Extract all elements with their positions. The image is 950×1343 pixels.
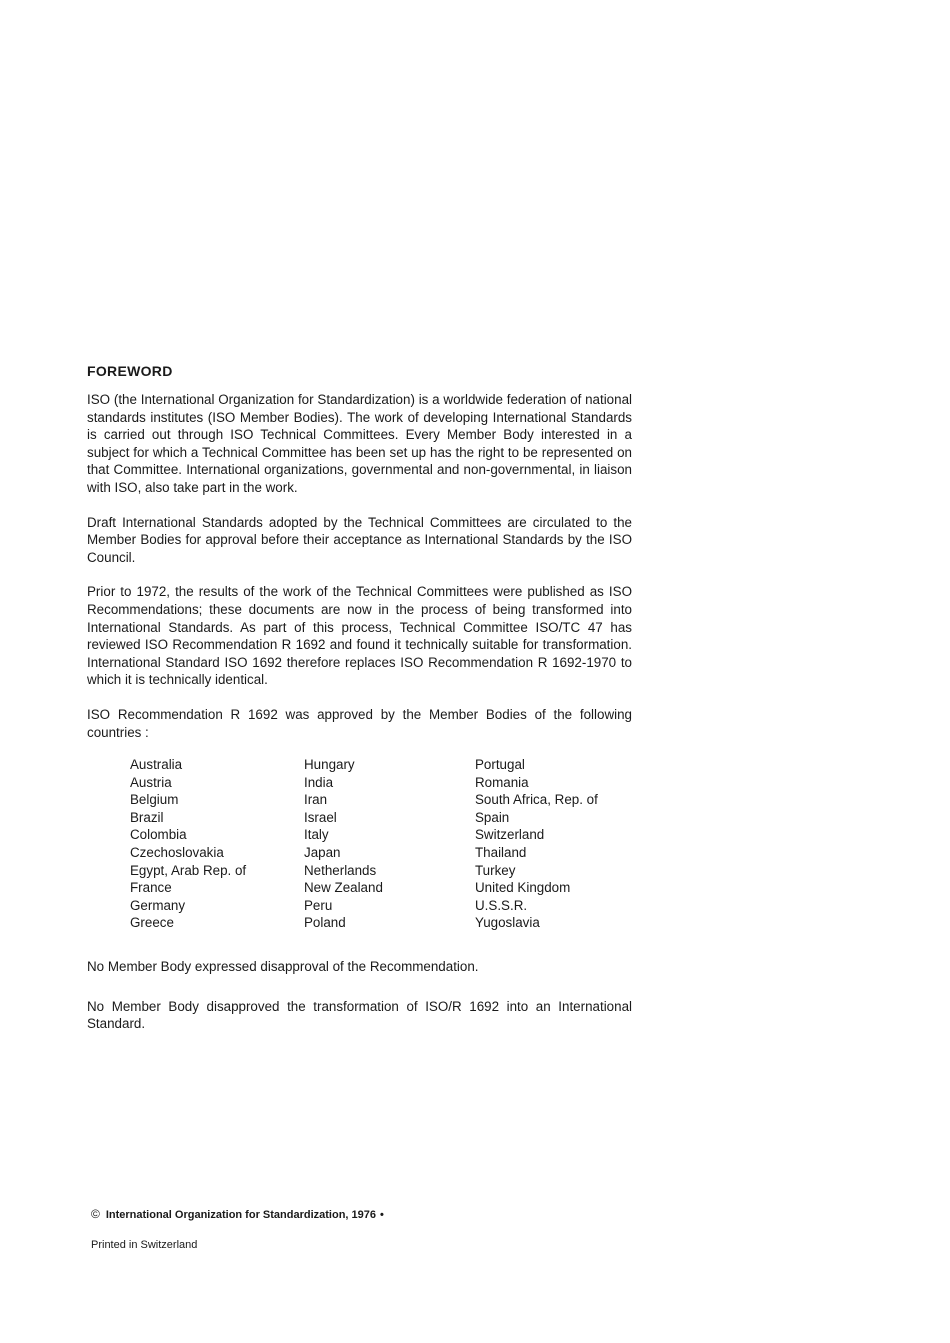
paragraph-iso-intro: ISO (the International Organization for Standardization) is a worldwide federation of national standards institutes (ISO Member Bodies). The work of developing International Standards is carried out through ISO Technical Committees. Every Member Body interested in a subject for which a Technical Committee has been set up has the right to be represented on that Committee. International organizations, governmental and non-governmental, in liaison with ISO, also take part in the work. — [87, 392, 632, 495]
country-item: U.S.S.R. — [475, 897, 528, 913]
country-item: India — [304, 774, 334, 790]
country-item: New Zealand — [304, 880, 383, 896]
countries-column-3 — [475, 756, 675, 932]
country-item: Belgium — [130, 792, 179, 808]
country-item: United Kingdom — [475, 880, 571, 896]
countries-column-2 — [304, 756, 475, 932]
country-item: Portugal — [475, 757, 525, 773]
copyright-icon: © — [91, 1207, 100, 1221]
country-item: Colombia — [130, 827, 187, 843]
countries-list — [130, 756, 675, 932]
country-item: Yugoslavia — [475, 915, 540, 931]
country-item: France — [130, 880, 172, 896]
country-item: Italy — [304, 827, 329, 843]
country-item: Germany — [130, 897, 186, 913]
printed-in: Printed in Switzerland — [91, 1239, 198, 1251]
bullet-icon: • — [380, 1209, 384, 1221]
copyright-line — [91, 1207, 591, 1223]
paragraph-approval: ISO Recommendation R 1692 was approved by the Member Bodies of the following countries : — [87, 706, 632, 740]
copyright-text: International Organization for Standardization, 1976 — [105, 1209, 376, 1221]
country-item: Switzerland — [475, 827, 545, 843]
country-item: Iran — [304, 792, 328, 808]
country-item: Netherlands — [304, 862, 377, 878]
paragraph-no-disapproval-transformation: No Member Body disapproved the transformation of ISO/R 1692 into an International Standard. — [87, 998, 632, 1032]
paragraph-no-disapproval: No Member Body expressed disapproval of the Recommendation. — [87, 959, 479, 975]
country-item: Poland — [304, 915, 346, 931]
paragraph-prior-1972: Prior to 1972, the results of the work of the Technical Committees were published as ISO Recommendations; these documents are now in the process of being transformed into International Standards. As part of this process, Technical Committee ISO/TC 47 has reviewed ISO Recommendation R 1692 and found it technically suitable for transformation. International Standard ISO 1692 therefore replaces ISO Recommendation R 1692-1970 to which it is technically identical. — [87, 584, 632, 688]
country-item: Turkey — [475, 862, 516, 878]
country-item: Australia — [130, 757, 183, 773]
country-item: Japan — [304, 845, 341, 861]
country-item: South Africa, Rep. of — [475, 792, 598, 808]
country-item: Israel — [304, 809, 337, 825]
footer — [91, 1207, 591, 1253]
country-item: Romania — [475, 774, 529, 790]
foreword-section — [87, 362, 632, 1050]
country-item: Spain — [475, 809, 510, 825]
paragraph-draft-standards: Draft International Standards adopted by the Technical Committees are circulated to the Member Bodies for approval before their acceptance as International Standards by the ISO Council. — [87, 514, 632, 565]
foreword-heading: FOREWORD — [87, 363, 173, 379]
country-item: Brazil — [130, 809, 164, 825]
country-item: Austria — [130, 774, 172, 790]
country-item: Thailand — [475, 845, 527, 861]
country-item: Egypt, Arab Rep. of — [130, 862, 247, 878]
countries-column-1 — [130, 756, 304, 932]
country-item: Peru — [304, 897, 333, 913]
country-item: Greece — [130, 915, 174, 931]
country-item: Czechoslovakia — [130, 845, 224, 861]
country-item: Hungary — [304, 757, 355, 773]
